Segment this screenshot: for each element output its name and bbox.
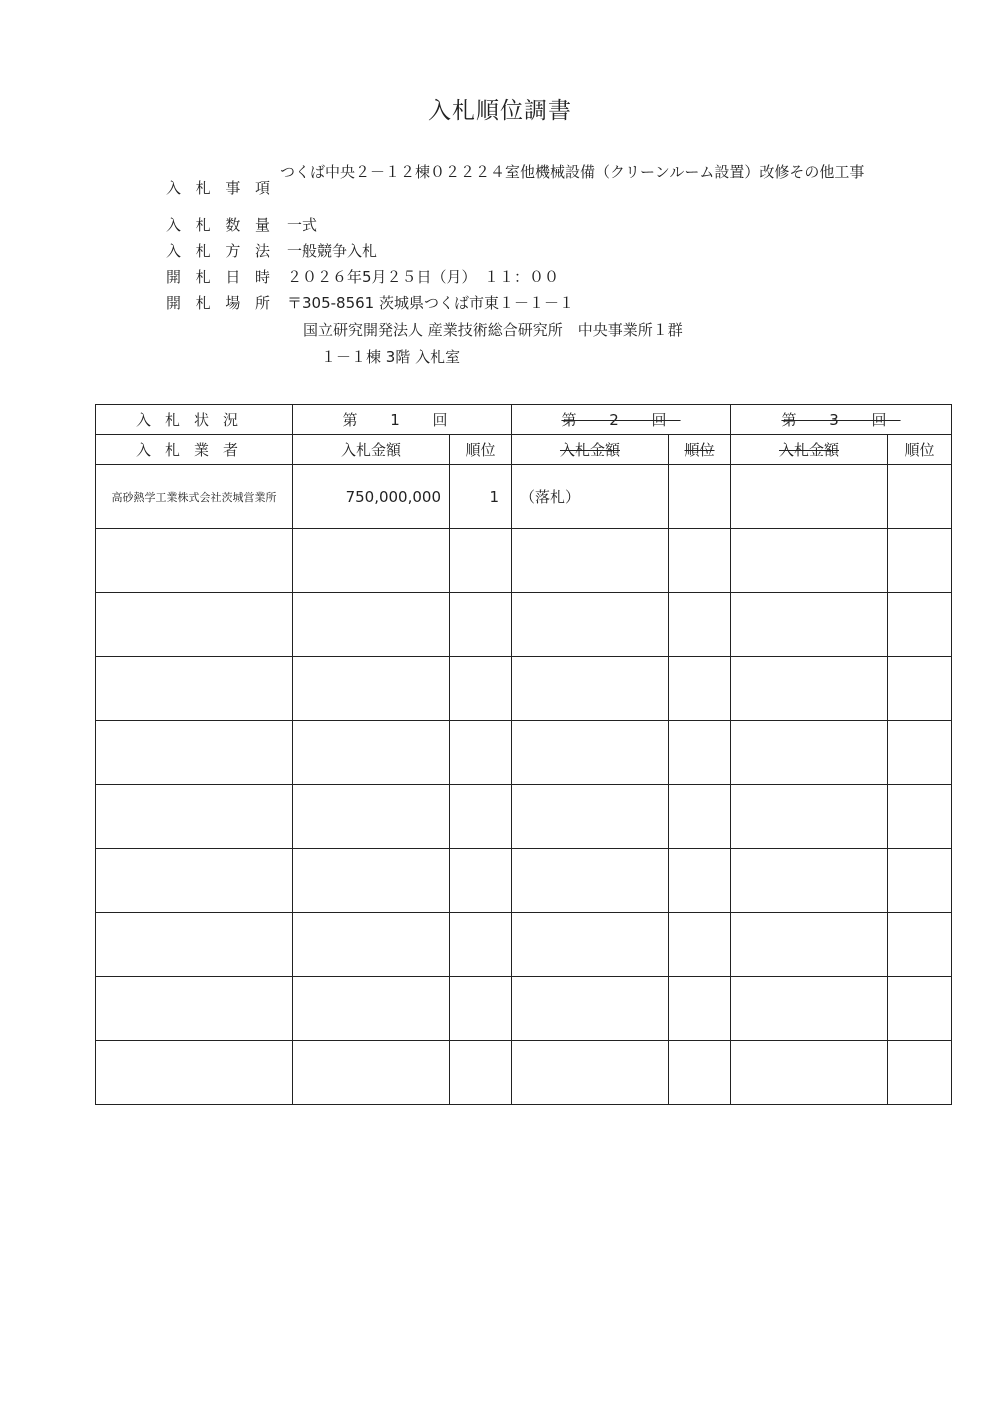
table-cell	[888, 913, 952, 977]
table-cell	[888, 529, 952, 593]
header-amount-1: 入札金額	[293, 435, 450, 465]
table-cell	[96, 657, 293, 721]
info-row-place	[166, 290, 946, 316]
table-cell	[512, 721, 669, 785]
table-cell	[731, 977, 888, 1041]
value-place: 〒305-8561 茨城県つくば市東１－１－１	[287, 294, 574, 312]
table-cell	[512, 913, 669, 977]
table-row	[96, 913, 952, 977]
table-cell	[669, 593, 731, 657]
header-round-3: 第 3 回	[731, 405, 952, 435]
table-cell	[512, 1041, 669, 1105]
bidder-name: 高砂熱学工業株式会社茨城営業所	[96, 465, 293, 529]
bid-info	[166, 160, 946, 370]
table-cell	[888, 721, 952, 785]
rank-round-1: 1	[450, 465, 512, 529]
table-cell	[96, 721, 293, 785]
table-cell	[450, 657, 512, 721]
table-cell	[96, 785, 293, 849]
table-row	[96, 529, 952, 593]
bid-ranking-table	[95, 404, 952, 1105]
table-cell	[450, 721, 512, 785]
table-cell	[293, 657, 450, 721]
table-cell	[888, 1041, 952, 1105]
header-rank-3: 順位	[888, 435, 952, 465]
table-cell	[669, 529, 731, 593]
label-place: 開 札 場 所	[166, 294, 270, 312]
table-cell	[731, 913, 888, 977]
table-cell	[888, 657, 952, 721]
value-quantity: 一式	[287, 216, 318, 234]
table-cell	[96, 913, 293, 977]
table-row	[96, 465, 952, 529]
table-row	[96, 849, 952, 913]
table-cell	[888, 593, 952, 657]
info-row-quantity	[166, 212, 946, 238]
header-status: 入札状況	[96, 405, 293, 435]
table-cell	[293, 529, 450, 593]
table-row	[96, 657, 952, 721]
table-cell	[669, 657, 731, 721]
label-method: 入 札 方 法	[166, 242, 270, 260]
table-cell	[512, 849, 669, 913]
table-cell	[450, 1041, 512, 1105]
table-cell	[450, 977, 512, 1041]
table-cell	[293, 721, 450, 785]
header-bidder: 入札業者	[96, 435, 293, 465]
table-cell	[669, 721, 731, 785]
header-round-2: 第 2 回	[512, 405, 731, 435]
table-cell	[512, 785, 669, 849]
value-item: つくば中央２－１２棟０２２２４室他機械設備（クリーンルーム設置）改修その他工事	[280, 163, 865, 181]
table-cell	[731, 657, 888, 721]
table-cell	[293, 913, 450, 977]
table-cell	[512, 593, 669, 657]
table-cell	[731, 1041, 888, 1105]
table-cell	[293, 977, 450, 1041]
award-remark: （落札）	[512, 465, 669, 529]
table-cell	[293, 593, 450, 657]
info-row-item	[166, 160, 946, 212]
table-cell	[450, 785, 512, 849]
table-cell	[512, 977, 669, 1041]
value-place-line2: 国立研究開発法人 産業技術総合研究所 中央事業所１群	[303, 321, 683, 339]
rank-round-3	[888, 465, 952, 529]
header-amount-2: 入札金額	[512, 435, 669, 465]
label-datetime: 開 札 日 時	[166, 268, 270, 286]
table-cell	[731, 593, 888, 657]
header-amount-3: 入札金額	[731, 435, 888, 465]
value-place-line3: １－１棟 3階 入札室	[321, 348, 461, 366]
table-cell	[669, 785, 731, 849]
table-cell	[450, 849, 512, 913]
table-cell	[96, 977, 293, 1041]
info-row-datetime	[166, 264, 946, 290]
table-cell	[731, 785, 888, 849]
table-cell	[96, 529, 293, 593]
bid-amount-round-3	[731, 465, 888, 529]
table-row	[96, 593, 952, 657]
table-cell	[888, 785, 952, 849]
header-round-1: 第 1 回	[293, 405, 512, 435]
rank-round-2	[669, 465, 731, 529]
bid-amount-round-1: 750,000,000	[293, 465, 450, 529]
table-cell	[888, 849, 952, 913]
table-header-round	[96, 405, 952, 435]
table-cell	[96, 1041, 293, 1105]
table-cell	[731, 721, 888, 785]
table-cell	[731, 849, 888, 913]
table-cell	[731, 529, 888, 593]
table-cell	[669, 913, 731, 977]
header-rank-1: 順位	[450, 435, 512, 465]
table-cell	[450, 593, 512, 657]
table-cell	[450, 913, 512, 977]
table-cell	[293, 785, 450, 849]
table-cell	[96, 849, 293, 913]
value-method: 一般競争入札	[287, 242, 378, 260]
document-title: 入札順位調書	[428, 98, 572, 124]
table-row	[96, 785, 952, 849]
table-row	[96, 721, 952, 785]
table-cell	[512, 529, 669, 593]
table-row	[96, 977, 952, 1041]
value-datetime: ２０２６年5月２５日（月） １１：００	[287, 268, 560, 286]
table-row	[96, 1041, 952, 1105]
label-item: 入 札 事 項	[166, 179, 270, 197]
table-cell	[512, 657, 669, 721]
table-cell	[96, 593, 293, 657]
table-cell	[669, 849, 731, 913]
header-rank-2: 順位	[669, 435, 731, 465]
table-cell	[888, 977, 952, 1041]
table-cell	[293, 849, 450, 913]
table-cell	[450, 529, 512, 593]
table-cell	[669, 977, 731, 1041]
table-cell	[293, 1041, 450, 1105]
info-row-method	[166, 238, 946, 264]
table-cell	[669, 1041, 731, 1105]
label-quantity: 入 札 数 量	[166, 216, 270, 234]
table-header-columns	[96, 435, 952, 465]
